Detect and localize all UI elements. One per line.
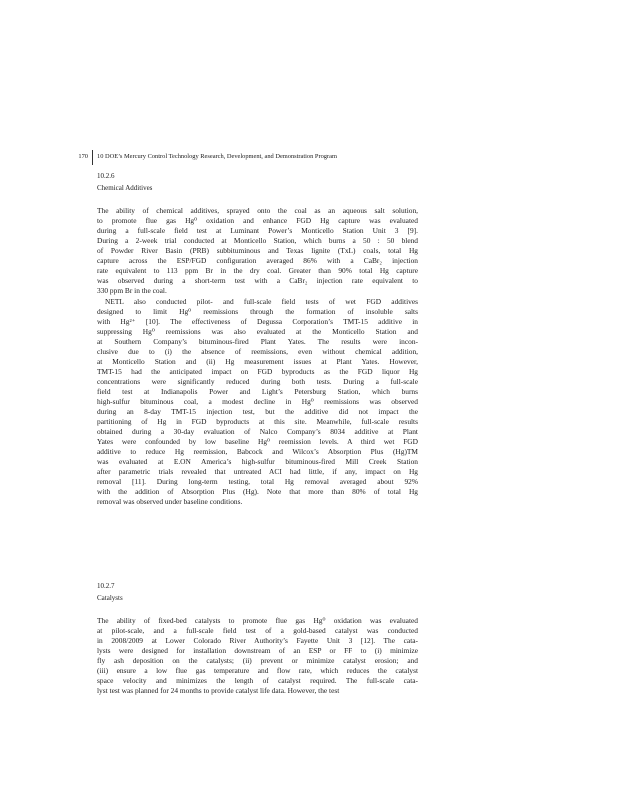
text-line: removal [11]. During long-term testing, total Hg removal averaged about 92% (97, 477, 418, 487)
text-line: with Hg²⁺ [10]. The effectiveness of Degussa Corporation’s TMT-15 additive in (97, 316, 418, 326)
text-line: partitioning of Hg in FGD byproducts at this site. Meanwhile, full-scale results (97, 417, 418, 427)
text-line: fly ash deposition on the catalysts; (ii) prevent or minimize catalyst erosion; and (97, 656, 418, 666)
text-line: with the addition of Absorption Plus (Hg). Note that more than 80% of total Hg (97, 487, 418, 497)
text-line: was evaluated at E.ON America’s high-sulfur bituminous-fired Mill Creek Station (97, 457, 418, 467)
text-line: obtained during a 30-day evaluation of Nalco Company’s 8034 additive at Plant (97, 427, 418, 437)
text-line: after parametric trials revealed that untreated ACI had little, if any, impact on Hg (97, 467, 418, 477)
text-line: rate equivalent to 113 ppm Br in the dry coal. Greater than 90% total Hg capture (97, 266, 418, 276)
text-line: (iii) ensure a low flue gas temperature and flow rate, which reduces the catalyst (97, 666, 418, 676)
text-line: clusive due to (i) the absence of reemissions, even without chemical addition, (97, 346, 418, 356)
text-line: capture across the ESP/FGD configuration averaged 86% with a CaBr₂ injection (97, 256, 418, 266)
text-line: at Southern Company’s bituminous-fired Plant Yates. The results were incon- (97, 336, 418, 346)
text-line: concentrations were significantly reduced during both tests. During a full-scale (97, 376, 418, 386)
paragraph-catalysts-1 (97, 616, 418, 696)
text-line: field test at Indianapolis Power and Light’s Petersburg Station, which burns (97, 386, 418, 396)
text-line: During a 2-week trial conducted at Monticello Station, which burns a 50 : 50 blend (97, 236, 418, 246)
text-line: removal was observed under baseline conditions. (97, 497, 243, 507)
running-title: 10 DOE’s Mercury Control Technology Research, Development, and Demonstration Program (97, 153, 337, 160)
header-divider (92, 150, 93, 165)
text-line: of Powder River Basin (PRB) subbituminous and Texas lignite (TxL) coals, total Hg (97, 246, 418, 256)
section-title: Catalysts (97, 594, 123, 602)
text-line: The ability of chemical additives, sprayed onto the coal as an aqueous salt solution, (97, 206, 418, 215)
text-line: during a full-scale field test at Luminant Power’s Monticello Station Unit 3 [9]. (97, 226, 418, 236)
text-line: designed to limit Hg⁰ reemissions through the formation of insoluble salts (97, 306, 418, 316)
text-line: suppressing Hg⁰ reemissions was also evaluated at the Monticello Station and (97, 326, 418, 336)
section-number: 10.2.7 (97, 582, 115, 590)
text-line: TMT-15 had the anticipated impact on FGD byproducts as the FGD liquor Hg (97, 366, 418, 376)
text-line: was observed during a short-term test with a CaBr₂ injection rate equivalent to (97, 276, 418, 286)
text-line: lysts were designed for installation downstream of an ESP or FF to (i) minimize (97, 646, 418, 656)
text-line: at pilot-scale, and a full-scale field test of a gold-based catalyst was conducted (97, 626, 418, 636)
text-line: additive to reduce Hg reemission, Babcock and Wilcox’s Absorption Plus (Hg)TM (97, 447, 418, 457)
text-line: high-sulfur bituminous coal, a modest decline in Hg⁰ reemissions was observed (97, 396, 418, 406)
paragraph-chemical-additives-2 (97, 297, 418, 508)
text-line: NETL also conducted pilot- and full-scale field tests of wet FGD additives (105, 296, 418, 306)
text-line: during an 8-day TMT-15 injection test, but the additive did not impact the (97, 407, 418, 417)
section-title: Chemical Additives (97, 184, 153, 192)
paragraph-chemical-additives-1 (97, 206, 418, 296)
text-line: at Monticello Station and (ii) Hg measurement issues at Plant Yates. However, (97, 356, 418, 366)
text-line: 330 ppm Br in the coal. (97, 286, 167, 296)
page-header (48, 150, 478, 165)
text-line: space velocity and minimizes the length of catalyst required. The full-scale cata- (97, 676, 418, 686)
text-line: The ability of fixed-bed catalysts to promote flue gas Hg⁰ oxidation was evaluated (97, 616, 418, 625)
text-line: lyst test was planned for 24 months to provide catalyst life data. However, the test (97, 686, 340, 696)
page-number: 170 (78, 153, 88, 160)
section-number: 10.2.6 (97, 172, 115, 180)
text-line: Yates were confounded by low baseline Hg⁰ reemission levels. A third wet FGD (97, 437, 418, 447)
text-line: to promote flue gas Hg⁰ oxidation and enhance FGD Hg capture was evaluated (97, 216, 418, 226)
text-line: in 2008/2009 at Lower Colorado River Authority’s Fayette Unit 3 [12]. The cata- (97, 636, 418, 646)
